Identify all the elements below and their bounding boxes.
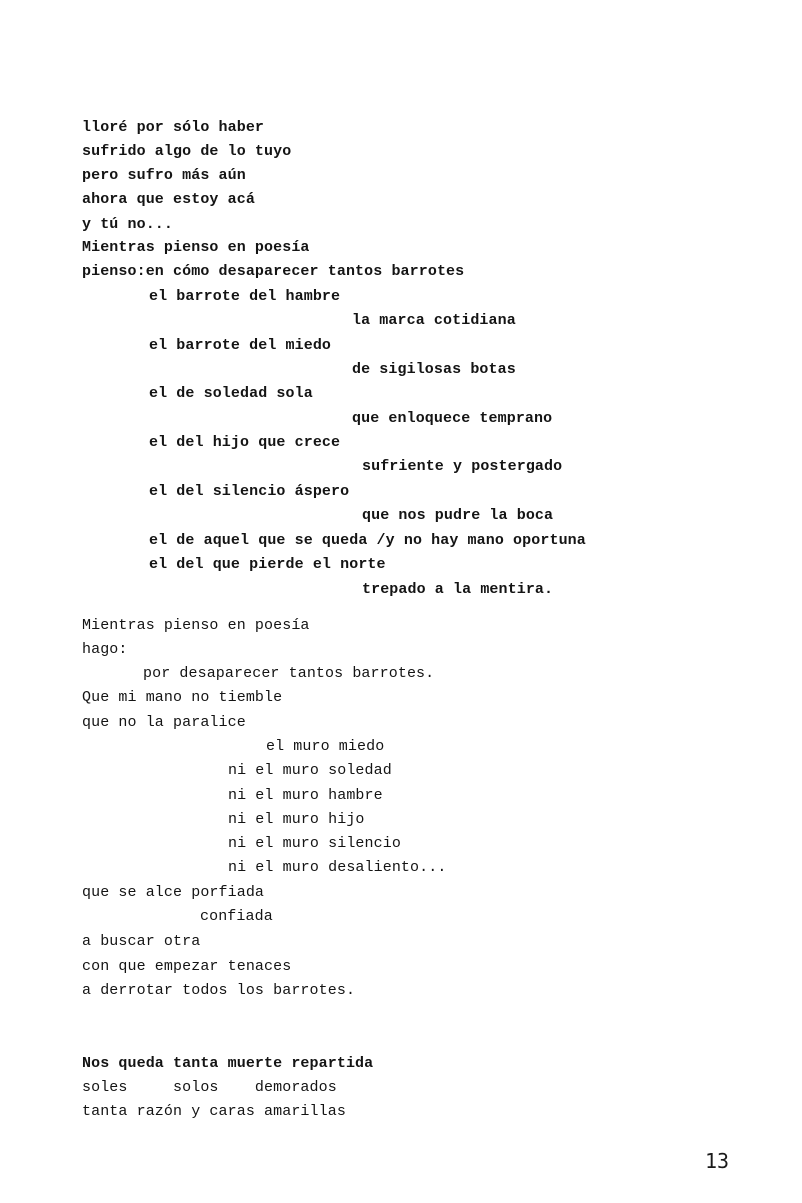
- poem-line: ni el muro hijo: [228, 811, 365, 828]
- poem-line: el del hijo que crece: [149, 434, 341, 451]
- poem-line: ni el muro desaliento...: [228, 859, 447, 876]
- poem-line: y tú no...: [82, 216, 174, 233]
- poem-line: el barrote del hambre: [149, 288, 341, 305]
- poem-line: Mientras pienso en poesía: [82, 617, 310, 634]
- poem-line: ni el muro soledad: [228, 762, 392, 779]
- poem-line: hago:: [82, 641, 128, 658]
- poem-line: el del silencio áspero: [149, 483, 350, 500]
- poem-line: que se alce porfiada: [82, 884, 265, 901]
- poem-line: que no la paralice: [82, 714, 246, 731]
- poem-line: Que mi mano no tiemble: [82, 689, 283, 706]
- poem-line: de sigilosas botas: [352, 361, 516, 378]
- page-number: 13: [705, 1149, 730, 1173]
- poem-line: lloré por sólo haber: [82, 119, 265, 136]
- poem-line: trepado a la mentira.: [362, 581, 554, 598]
- poem-line: soles solos demorados: [82, 1079, 337, 1096]
- poem-line: el muro miedo: [266, 738, 385, 755]
- poem-line: la marca cotidiana: [352, 312, 516, 329]
- poem-line: pienso:en cómo desaparecer tantos barrotes: [82, 263, 465, 280]
- poem-line: tanta razón y caras amarillas: [82, 1103, 346, 1120]
- poem-line: el barrote del miedo: [149, 337, 332, 354]
- poem-line: sufriente y postergado: [362, 458, 563, 475]
- poem-line: a buscar otra: [82, 933, 201, 950]
- poem-line: a derrotar todos los barrotes.: [82, 982, 356, 999]
- poem-line: Nos queda tanta muerte repartida: [82, 1055, 374, 1072]
- poem-line: ni el muro silencio: [228, 835, 401, 852]
- poem-line: Mientras pienso en poesía: [82, 239, 310, 256]
- poem-line: que nos pudre la boca: [362, 507, 554, 524]
- poem-line: ni el muro hambre: [228, 787, 383, 804]
- poem-line: el del que pierde el norte: [149, 556, 386, 573]
- poem-line: confiada: [200, 908, 273, 925]
- poem-line: que enloquece temprano: [352, 410, 553, 427]
- poem-line: ahora que estoy acá: [82, 191, 255, 208]
- poem-line: por desaparecer tantos barrotes.: [143, 665, 435, 682]
- poem-line: pero sufro más aún: [82, 167, 246, 184]
- poem-line: con que empezar tenaces: [82, 958, 292, 975]
- poem-line: el de soledad sola: [149, 385, 313, 402]
- poem-line: sufrido algo de lo tuyo: [82, 143, 292, 160]
- poem-line: el de aquel que se queda /y no hay mano oportuna: [149, 532, 586, 549]
